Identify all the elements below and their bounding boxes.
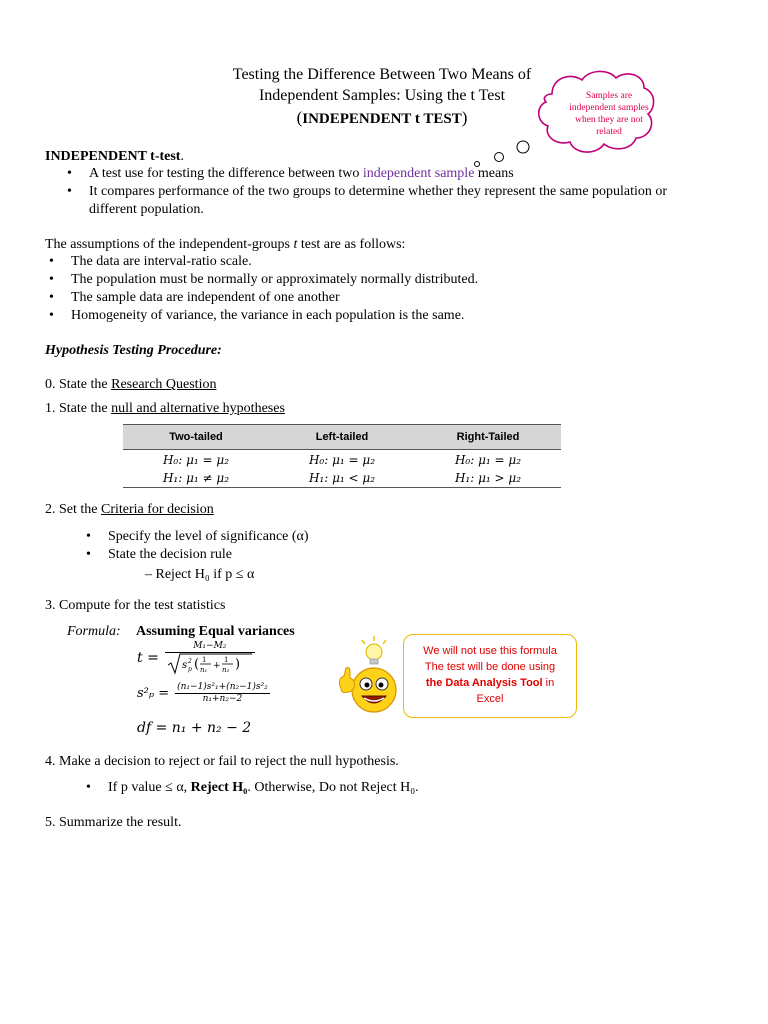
svg-text:n₂: n₂	[221, 666, 230, 674]
assumptions-lead: The assumptions of the independent-groups t test are as follows:	[45, 237, 406, 252]
step-2-list	[82, 528, 582, 564]
intro-heading: INDEPENDENT t-test.	[45, 149, 184, 164]
decision-rule: – Reject H₀ if p ≤ α	[145, 567, 255, 582]
degrees-of-freedom-formula: df = n₁ + n₂ − 2	[137, 720, 252, 736]
svg-text:(: (	[193, 657, 199, 672]
svg-text:s: s	[181, 660, 187, 671]
table-header-two-tailed: Two-tailed	[123, 425, 269, 450]
hypotheses-table	[123, 424, 561, 488]
null-hypothesis-left-tailed: H₀: μ₁ = μ₂	[308, 453, 376, 467]
svg-text:p: p	[187, 666, 192, 673]
callout-note: We will not use this formula The test will be done using the Data Analysis Tool in Excel	[403, 634, 577, 718]
table-header-right-tailed: Right-Tailed	[415, 425, 561, 450]
smiley-lightbulb-icon	[336, 634, 402, 718]
intro-bullet-1: • A test use for testing the difference between two independent sample means	[63, 165, 713, 183]
intro-list	[63, 165, 713, 219]
t-formula: t = M₁−M₂ s 2 p ( 1 n₁ + 1 n₂ )	[137, 641, 255, 675]
page-title-line-2: Independent Samples: Using the t Test	[258, 87, 506, 104]
step-4: 4. Make a decision to reject or fail to reject the null hypothesis.	[45, 754, 399, 769]
svg-text:1: 1	[201, 656, 207, 664]
step-2: 2. Set the Criteria for decision	[45, 502, 214, 517]
assumption-item: • The sample data are independent of one another	[45, 289, 725, 307]
cloud-text: Samples are independent samples when they are not related	[569, 91, 649, 137]
formula-label: Formula:	[67, 624, 121, 639]
assumption-item: • Homogeneity of variance, the variance in each population is the same.	[45, 307, 725, 325]
assumption-item: • The data are interval-ratio scale.	[45, 253, 725, 271]
step-3: 3. Compute for the test statistics	[45, 598, 226, 613]
step-5: 5. Summarize the result.	[45, 815, 182, 830]
step-2-item: • State the decision rule	[82, 546, 582, 564]
svg-text:+: +	[212, 661, 221, 671]
table-header-left-tailed: Left-tailed	[269, 425, 415, 450]
procedure-heading: Hypothesis Testing Procedure:	[45, 343, 222, 358]
page-title-line-1: Testing the Difference Between Two Means of	[232, 66, 532, 83]
svg-text:): )	[234, 657, 240, 672]
sqrt-expression	[167, 653, 253, 675]
step-4-item: • If p value ≤ α, Reject H₀. Otherwise, Do not Reject H₀.	[82, 779, 682, 797]
step-4-list	[82, 779, 682, 797]
intro-bullet-2: • It compares performance of the two groups to determine whether they represent the same population or different population.	[63, 183, 713, 219]
alt-hypothesis-two-tailed: H₁: μ₁ ≠ μ₂	[123, 468, 269, 488]
step-1: 1. State the null and alternative hypotheses	[45, 401, 285, 416]
svg-text:2: 2	[187, 658, 192, 665]
assumption-item: • The population must be normally or approximately normally distributed.	[45, 271, 725, 289]
pooled-variance-formula: s²ₚ = $\frac{\text{(n₁−1)s²₁+(n₂−1)s²₂}}{\text{n₁+n₂−2}}$	[137, 682, 268, 704]
page-title-line-3: (INDEPENDENT t TEST)	[296, 108, 468, 127]
formula-assumption: Assuming Equal variances	[136, 624, 295, 639]
assumptions-list	[45, 253, 725, 325]
svg-text:1: 1	[223, 656, 229, 664]
svg-text:n₁: n₁	[199, 666, 208, 674]
alt-hypothesis-right-tailed: H₁: μ₁ > μ₂	[415, 468, 561, 488]
null-hypothesis-right-tailed: H₀: μ₁ = μ₂	[454, 453, 522, 467]
step-2-item: • Specify the level of significance (α)	[82, 528, 582, 546]
null-hypothesis-two-tailed: H₀: μ₁ = μ₂	[162, 453, 230, 467]
alt-hypothesis-left-tailed: H₁: μ₁ < μ₂	[269, 468, 415, 488]
step-0: 0. State the Research Question	[45, 377, 217, 392]
